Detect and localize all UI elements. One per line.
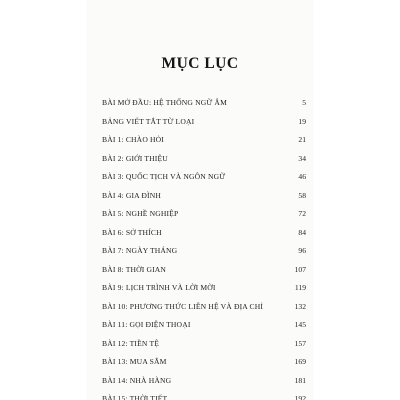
toc-label: BÀI 4: GIA ĐÌNH (102, 190, 161, 200)
toc-row (102, 265, 306, 284)
toc-row (102, 339, 306, 358)
toc-row (102, 357, 306, 376)
book-page (88, 0, 312, 400)
toc-label: BÀI 7: NGÀY THÁNG (102, 246, 178, 255)
toc-label: BÀI 6: SỞ THÍCH (102, 227, 162, 237)
toc-page-number: 169 (294, 357, 306, 366)
toc-page-number: 157 (294, 338, 306, 348)
toc-row (102, 191, 306, 210)
toc-row (102, 98, 306, 117)
toc-page-number: 96 (298, 246, 306, 255)
toc-page-number: 46 (298, 172, 306, 181)
toc-row (102, 228, 306, 247)
toc-row (102, 376, 306, 395)
toc-row (102, 246, 306, 265)
toc-label: BÀI 1: CHÀO HỎI (102, 135, 164, 144)
toc-page-number: 21 (298, 135, 306, 144)
page-title: MỤC LỤC (161, 55, 239, 72)
toc-label: BÀI 3: QUỐC TỊCH VÀ NGÔN NGỮ (102, 172, 226, 181)
toc-page-number: 145 (294, 320, 306, 329)
toc-page-number: 19 (298, 116, 306, 126)
toc-page-number: 72 (298, 209, 306, 218)
toc-label: BÀI MỞ ĐẦU: HỆ THỐNG NGỮ ÂM (102, 98, 227, 107)
toc-row (102, 135, 306, 154)
toc-label: BÀI 2: GIỚI THIỆU (102, 153, 168, 163)
toc-page-number: 58 (298, 190, 306, 200)
toc-row (102, 283, 306, 302)
toc-label: BÀI 10: PHƯƠNG THỨC LIÊN HỆ VÀ ĐỊA CHỈ (102, 301, 264, 311)
toc-page-number: 119 (294, 283, 306, 292)
toc-page-number: 192 (294, 394, 306, 400)
toc-row (102, 320, 306, 339)
toc-label: BÀI 11: GỌI ĐIỆN THOẠI (102, 320, 191, 329)
toc-row (102, 117, 306, 136)
toc-page-number: 132 (294, 301, 306, 311)
toc-label: BÀI 14: NHÀ HÀNG (102, 375, 172, 385)
toc-page-number: 181 (294, 375, 306, 385)
table-of-contents (102, 98, 306, 400)
toc-label: BÀI 9: LỊCH TRÌNH VÀ LỜI MỜI (102, 283, 216, 292)
toc-label: BÀI 15: THỜI TIẾT (102, 394, 168, 400)
toc-label: BÀI 13: MUA SẮM (102, 357, 167, 366)
toc-row (102, 209, 306, 228)
toc-page-number: 5 (302, 98, 306, 107)
toc-label: BÀI 5: NGHỀ NGHIỆP (102, 209, 179, 218)
toc-row (102, 172, 306, 191)
toc-label: BÀI 8: THỜI GIAN (102, 264, 167, 274)
toc-row (102, 394, 306, 400)
toc-page-number: 34 (298, 153, 306, 163)
toc-row (102, 302, 306, 321)
toc-page-number: 107 (294, 264, 306, 274)
toc-page-number: 84 (298, 227, 306, 237)
toc-row (102, 154, 306, 173)
toc-label: BÀI 12: TIỀN TỆ (102, 338, 160, 348)
toc-label: BẢNG VIẾT TẮT TỪ LOẠI (102, 116, 195, 126)
